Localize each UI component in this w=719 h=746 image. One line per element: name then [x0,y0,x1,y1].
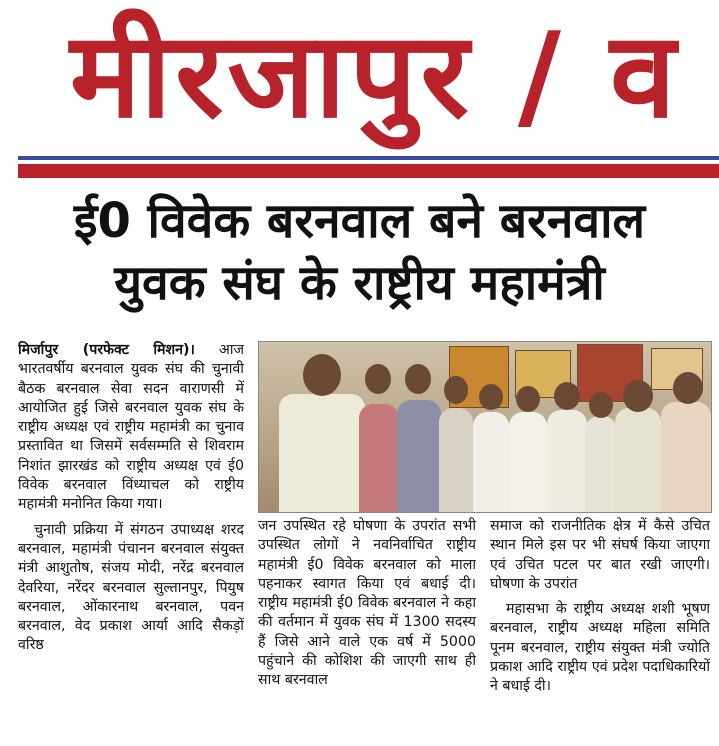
photo-person [397,400,441,512]
paragraph: चुनावी प्रक्रिया में संगठन उपाध्यक्ष शरद बरनवाल, महामंत्री पंचानन बरनवाल संयुक्त मंत्री आशुतोष, संजय मोदी, नरेंद्र बरनवाल देवरिया, नरेंदर बरनवाल सुल्तानपुर, पियुष बरनवाल, ओंकारनाथ बरनवाल, पवन बरनवाल, वेद प्रकाश आर्या आदि सैकड़ों वरिष्ठ [18,521,244,654]
photo-person [359,404,399,512]
photo-person-head [303,354,341,396]
photo-person [473,412,509,512]
headline-line-2: युवक संघ के राष्ट्रीय महामंत्री [114,255,605,311]
photo-person-head [405,364,431,394]
paragraph-text: आज भारतवर्षीय बरनवाल युवक संघ की चुनावी बैठक बरनवाल सेवा सदन वाराणसी में आयोजित हुई जिसे बरनवाल युवक संघ के राष्ट्रीय अध्यक्ष एवं राष्ट्रीय महामंत्री का चुनाव प्रस्तावित था जिसमें सर्वसम्मति से शिवराम निशांत झारखंड को राष्ट्रीय अध्यक्ष एवं ई0 विवेक बरनवाल विंध्याचल को राष्ट्रीय महामंत्री मनोनित किया गया। [18,342,244,513]
paragraph [18,341,244,515]
masthead-rule-red [18,164,719,178]
photo-person-head [516,386,540,412]
paragraph: समाज को राजनीतिक क्षेत्र में कैसे उचित स्थान मिले इस पर भी संघर्ष किया जाएगा एवं उचित पटल पर बात रखी जाएगी। घोषणा के उपरांत [490,518,710,592]
photo-person-head [479,384,503,410]
masthead-rule-blue [18,156,719,160]
photo-person-head [554,382,580,410]
photo-person [439,408,473,512]
article-column-3 [490,517,710,741]
paragraph: महासभा के राष्ट्रीय अध्यक्ष शशी भूषण बरनवाल, राष्ट्रीय अध्यक्ष महिला समिति पूनम बरनवाल, राष्ट्रीय संयुक्त मंत्री ज्योति प्रकाश आदि राष्ट्रीय एवं प्रदेश पदाधिकारियों ने बधाई दी। [490,601,710,695]
event-photo [258,341,712,513]
photo-person-head [623,380,653,412]
photo-person [547,410,587,512]
article-column-1 [18,341,244,741]
article-headline [0,190,719,314]
photo-person [661,402,711,512]
photo-person-head [673,372,703,404]
headline-line-1: ई0 विवेक बरनवाल बने बरनवाल [73,193,646,249]
photo-person-head [365,364,391,394]
paragraph: जन उपस्थित रहे घोषणा के उपरांत सभी उपस्थित लोगों ने नवनिर्वाचित राष्ट्रीय महामंत्री ई0 विवेक बरनवाल को माला पहनाकर स्वागत किया एवं बधाई दी। राष्ट्रीय महामंत्री ई0 विवेक बरनवाल ने कहा की वर्तमान में युवक संघ में 1300 सदस्य हैं जिसे आने वाले एक वर्ष में 5000 पहुंचाने की कोशिश की जाएगी साथ ही साथ बरनवाल [258,518,476,689]
newspaper-title: मीरजापुर / व [70,6,680,144]
photo-person [615,408,661,512]
photo-person-head [589,392,613,418]
masthead [0,0,719,150]
article-column-2 [258,517,476,741]
photo-person [585,416,617,512]
photo-person [279,394,365,512]
photo-person-head [444,376,468,404]
photo-person [509,412,547,512]
dateline: मिर्जापुर (परफेक्ट मिशन)। [18,342,195,358]
